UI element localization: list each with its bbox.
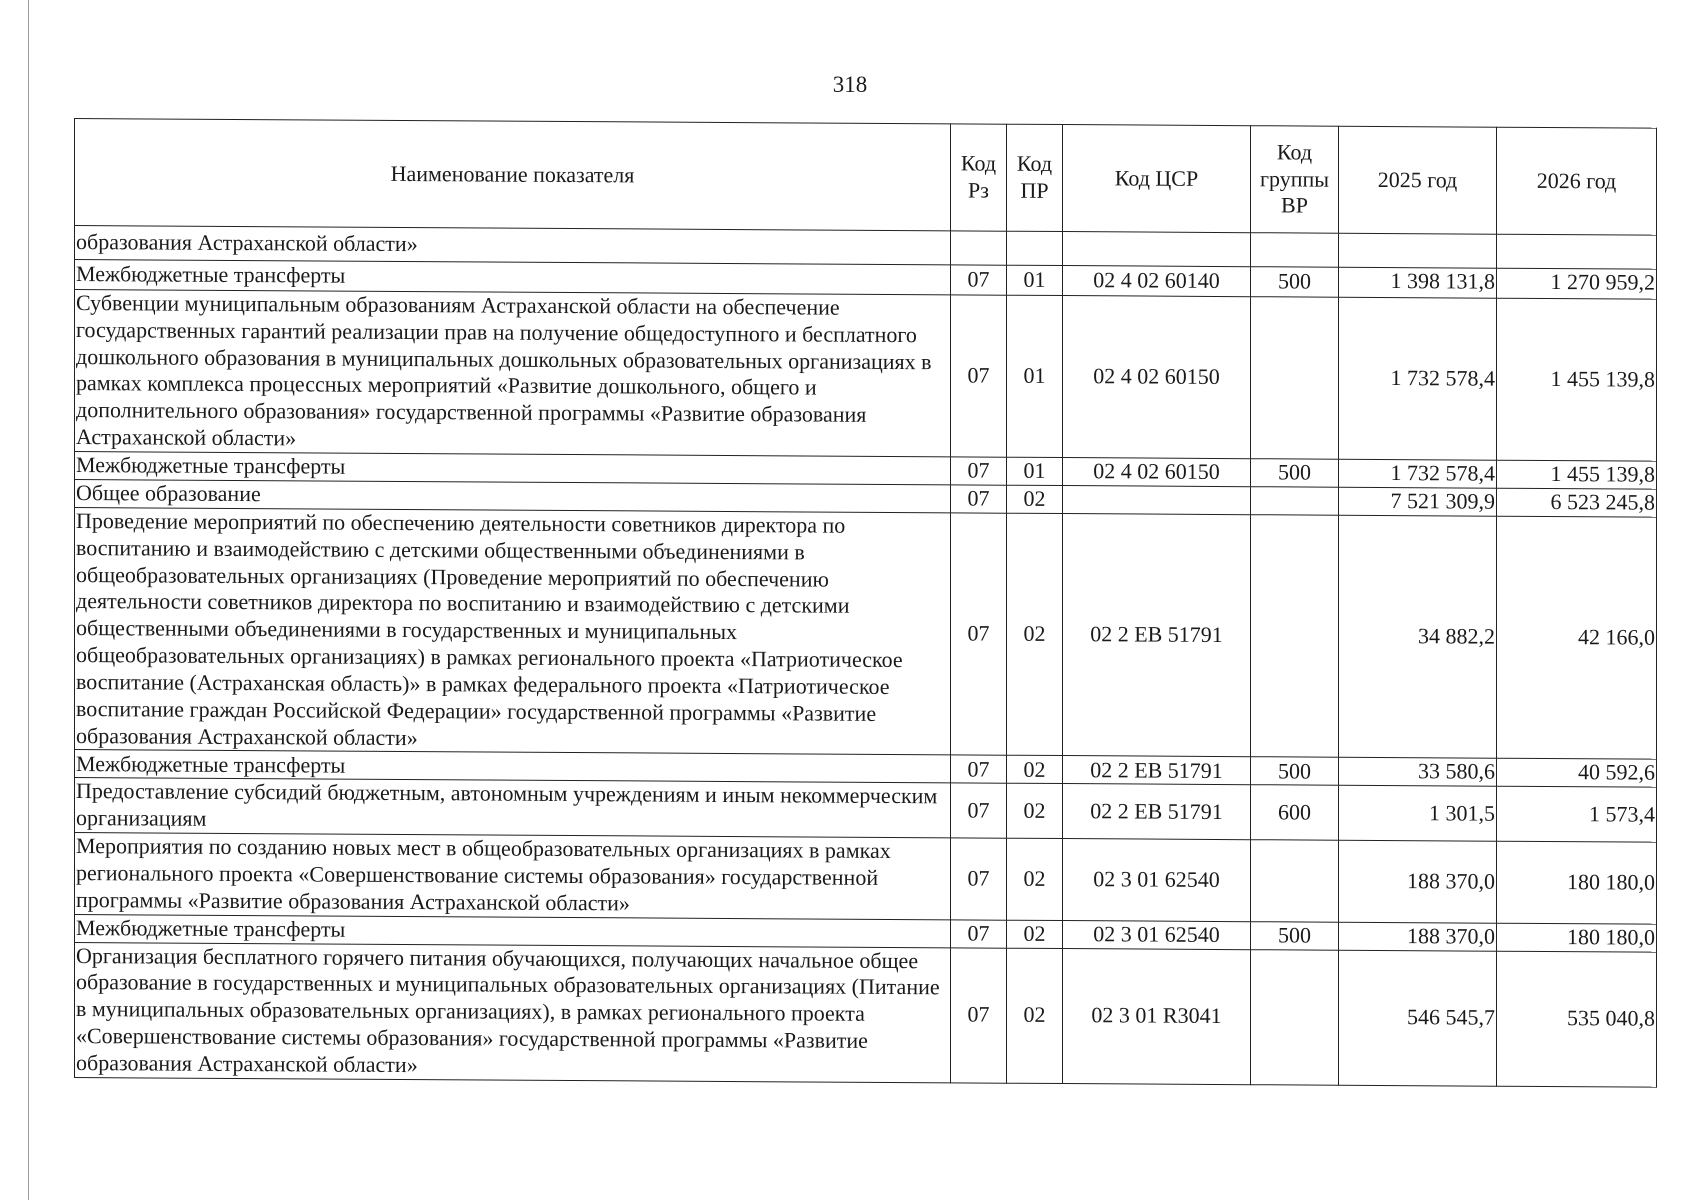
row-2025-amount: 33 580,6	[1339, 758, 1497, 787]
row-rz-cell: 07	[951, 513, 1007, 756]
row-2026-amount: 1 455 139,8	[1497, 298, 1657, 461]
row-2025-amount: 1 301,5	[1339, 786, 1497, 842]
row-name-cell: Субвенции муниципальным образованиям Астраханской области на обеспечение государственных гарантий реализации прав на получение общедоступного и бесплатного дошкольного образования в муниципальных дошкольных образовательных организациях в рамках комплекса процессных мероприятий «Развитие дошкольного, общего и дополнительного образования» государственной программы «Развитие образования Астраханской области»	[75, 290, 951, 457]
row-name-cell: Межбюджетные трансферты	[75, 260, 951, 295]
row-vr-cell: 500	[1251, 921, 1339, 950]
row-name-cell: Проведение мероприятий по обеспечению деятельности советников директора по воспитанию и взаимодействию с детскими общественными объединениями в общеобразовательных организациях (Проведение мероприятий по обеспечению деятельности советников директора по воспитанию и взаимодействию с детскими общественными объединениями в государственных и муниципальных общеобразовательных организациях) в рамках регионального проекта «Патриотическое воспитание (Астраханская область)» в рамках федерального проекта «Патриотическое воспитание граждан Российской Федерации» государственной программы «Развитие образования Астраханской области»	[75, 507, 951, 755]
row-rz-cell: 07	[951, 783, 1007, 838]
row-vr-cell	[1251, 233, 1339, 268]
row-2025-amount: 188 370,0	[1339, 840, 1497, 922]
row-name-cell: образования Астраханской области»	[75, 226, 951, 265]
row-2025-amount: 546 545,7	[1339, 950, 1497, 1086]
row-vr-cell	[1251, 949, 1339, 1085]
row-name-cell: Межбюджетные трансферты	[75, 451, 951, 484]
row-vr-cell: 500	[1251, 267, 1339, 298]
row-rz-cell: 07	[951, 295, 1007, 457]
row-2026-amount	[1497, 234, 1657, 269]
budget-table	[74, 118, 1657, 1087]
row-rz-cell: 07	[951, 947, 1007, 1082]
table-row	[75, 507, 1657, 759]
table-row	[75, 833, 1657, 924]
row-2026-amount: 180 180,0	[1497, 841, 1657, 923]
row-rz-cell: 07	[951, 919, 1007, 947]
row-name-cell: Межбюджетные трансферты	[75, 750, 951, 783]
table-row	[75, 942, 1657, 1087]
row-pr-cell: 02	[1007, 485, 1063, 513]
row-vr-cell	[1251, 297, 1339, 460]
row-pr-cell: 02	[1007, 756, 1063, 784]
row-name-cell: Организация бесплатного горячего питания обучающихся, получающих начальное общее образование в государственных и муниципальных образовательных организациях (Питание в муниципальных образовательных организациях), в рамках регионального проекта «Совершенствование системы образования» государственной программы «Развитие образования Астраханской области»	[75, 942, 951, 1082]
row-pr-cell: 02	[1007, 948, 1063, 1083]
row-rz-cell: 07	[951, 838, 1007, 920]
row-2025-amount: 188 370,0	[1339, 922, 1497, 951]
row-csr-cell	[1063, 232, 1251, 267]
row-csr-cell: 02 2 ЕВ 51791	[1063, 514, 1251, 758]
row-vr-cell	[1251, 515, 1339, 758]
binding-edge-line	[28, 0, 29, 1200]
header-csr: Код ЦСР	[1063, 125, 1251, 233]
header-2025: 2025 год	[1339, 126, 1497, 234]
row-2026-amount: 42 166,0	[1497, 516, 1657, 759]
row-csr-cell: 02 4 02 60150	[1063, 296, 1251, 459]
row-csr-cell: 02 2 ЕВ 51791	[1063, 756, 1251, 785]
table-row	[75, 290, 1657, 462]
row-2025-amount: 1 398 131,8	[1339, 267, 1497, 298]
row-2026-amount: 40 592,6	[1497, 759, 1657, 788]
row-name-cell: Мероприятия по созданию новых мест в общеобразовательных организациях в рамках регионального проекта «Совершенствование системы образования» государственной программы «Развитие образования Астраханской области»	[75, 833, 951, 920]
row-2026-amount: 535 040,8	[1497, 951, 1657, 1087]
row-csr-cell: 02 3 01 62540	[1063, 920, 1251, 949]
row-name-cell: Общее образование	[75, 479, 951, 512]
row-2026-amount: 1 270 959,2	[1497, 268, 1657, 299]
row-2025-amount: 7 521 309,9	[1339, 487, 1497, 516]
row-vr-cell	[1251, 487, 1339, 516]
header-vr: Код группы ВР	[1251, 126, 1339, 234]
row-csr-cell: 02 2 ЕВ 51791	[1063, 784, 1251, 840]
row-rz-cell: 07	[951, 457, 1007, 485]
row-vr-cell: 500	[1251, 459, 1339, 488]
header-rz: Код Рз	[951, 124, 1007, 231]
row-vr-cell: 500	[1251, 757, 1339, 786]
row-2025-amount: 1 732 578,4	[1339, 459, 1497, 488]
row-2025-amount	[1339, 233, 1497, 268]
header-2026: 2026 год	[1497, 127, 1657, 235]
row-2026-amount: 180 180,0	[1497, 923, 1657, 952]
row-pr-cell: 01	[1007, 457, 1063, 485]
row-rz-cell: 07	[951, 265, 1007, 295]
row-2026-amount: 6 523 245,8	[1497, 488, 1657, 517]
row-pr-cell: 02	[1007, 513, 1063, 756]
row-vr-cell: 600	[1251, 785, 1339, 840]
header-name: Наименование показателя	[75, 119, 951, 231]
row-2025-amount: 1 732 578,4	[1339, 297, 1497, 460]
row-rz-cell	[951, 231, 1007, 265]
page-number: 318	[832, 72, 868, 97]
row-pr-cell: 01	[1007, 295, 1063, 457]
table-row	[75, 778, 1657, 842]
row-name-cell: Межбюджетные трансферты	[75, 914, 951, 947]
row-rz-cell: 07	[951, 485, 1007, 513]
row-pr-cell: 02	[1007, 784, 1063, 839]
row-2026-amount: 1 573,4	[1497, 787, 1657, 843]
row-pr-cell: 02	[1007, 838, 1063, 920]
row-vr-cell	[1251, 840, 1339, 922]
row-csr-cell: 02 3 01 R3041	[1063, 948, 1251, 1084]
row-csr-cell: 02 4 02 60140	[1063, 266, 1251, 297]
row-name-cell: Предоставление субсидий бюджетным, автономным учреждениям и иным некоммерческим организациям	[75, 778, 951, 838]
row-csr-cell: 02 3 01 62540	[1063, 839, 1251, 922]
row-csr-cell: 02 4 02 60150	[1063, 458, 1251, 487]
table-header-row	[75, 119, 1657, 236]
row-2026-amount: 1 455 139,8	[1497, 460, 1657, 489]
row-csr-cell	[1063, 486, 1251, 515]
header-pr: Код ПР	[1007, 124, 1063, 231]
row-2025-amount: 34 882,2	[1339, 515, 1497, 758]
row-pr-cell	[1007, 231, 1063, 265]
row-pr-cell: 01	[1007, 265, 1063, 295]
row-rz-cell: 07	[951, 755, 1007, 783]
row-pr-cell: 02	[1007, 920, 1063, 948]
